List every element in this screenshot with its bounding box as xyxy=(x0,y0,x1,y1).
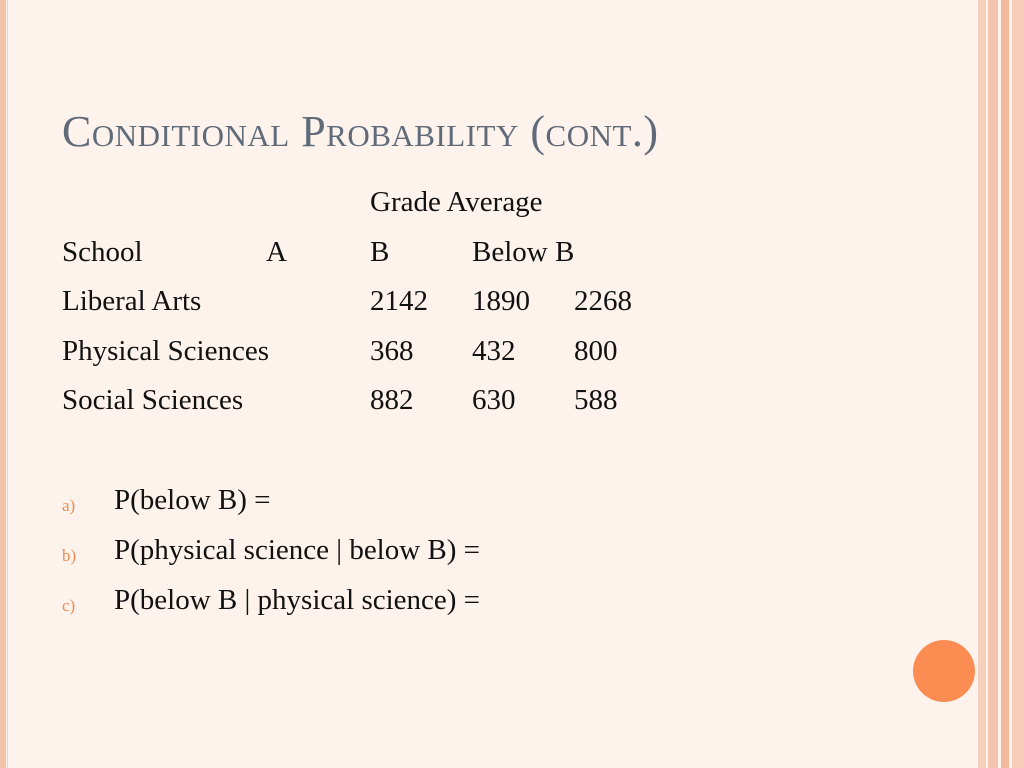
table-cell: 1890 xyxy=(472,285,530,317)
list-item xyxy=(62,534,762,584)
school-name: Liberal Arts xyxy=(62,285,202,317)
table-cell: 588 xyxy=(574,384,618,416)
left-border xyxy=(0,0,6,768)
school-name: Social Sciences xyxy=(62,384,244,416)
table-cell: 630 xyxy=(472,384,516,416)
column-header-b: B xyxy=(370,235,390,268)
question-list xyxy=(62,484,762,634)
table-super-header-row xyxy=(62,186,682,236)
table-cell: 2268 xyxy=(574,285,632,317)
list-marker: a) xyxy=(62,496,76,515)
right-stripe-decoration xyxy=(978,0,1024,768)
table-cell: 882 xyxy=(370,384,414,416)
column-header-below-b: Below B xyxy=(472,235,575,268)
table-row xyxy=(62,285,682,335)
stripe xyxy=(1012,0,1024,768)
table-row xyxy=(62,335,682,385)
decorative-circle xyxy=(913,640,975,702)
table-header-row xyxy=(62,236,682,286)
slide-title: Conditional Probability (cont.) xyxy=(62,107,659,156)
list-item xyxy=(62,484,762,534)
table-row xyxy=(62,384,682,434)
list-item xyxy=(62,584,762,634)
school-name: Physical Sciences xyxy=(62,334,269,367)
list-marker: b) xyxy=(62,546,77,565)
stripe xyxy=(1001,0,1009,768)
grade-table xyxy=(62,186,682,434)
table-cell: 432 xyxy=(472,334,516,367)
table-cell: 800 xyxy=(574,334,618,367)
grade-average-header: Grade Average xyxy=(370,186,543,218)
stripe xyxy=(988,0,998,768)
list-marker: c) xyxy=(62,596,76,615)
question-text: P(below B) = xyxy=(114,484,271,516)
question-text: P(physical science | below B) = xyxy=(114,534,481,566)
table-cell: 2142 xyxy=(370,285,428,317)
column-header-a: A xyxy=(266,235,287,268)
column-header-school: School xyxy=(62,235,143,268)
left-border-line xyxy=(7,0,8,768)
stripe xyxy=(978,0,986,768)
question-text: P(below B | physical science) = xyxy=(114,584,481,616)
table-cell: 368 xyxy=(370,334,414,367)
